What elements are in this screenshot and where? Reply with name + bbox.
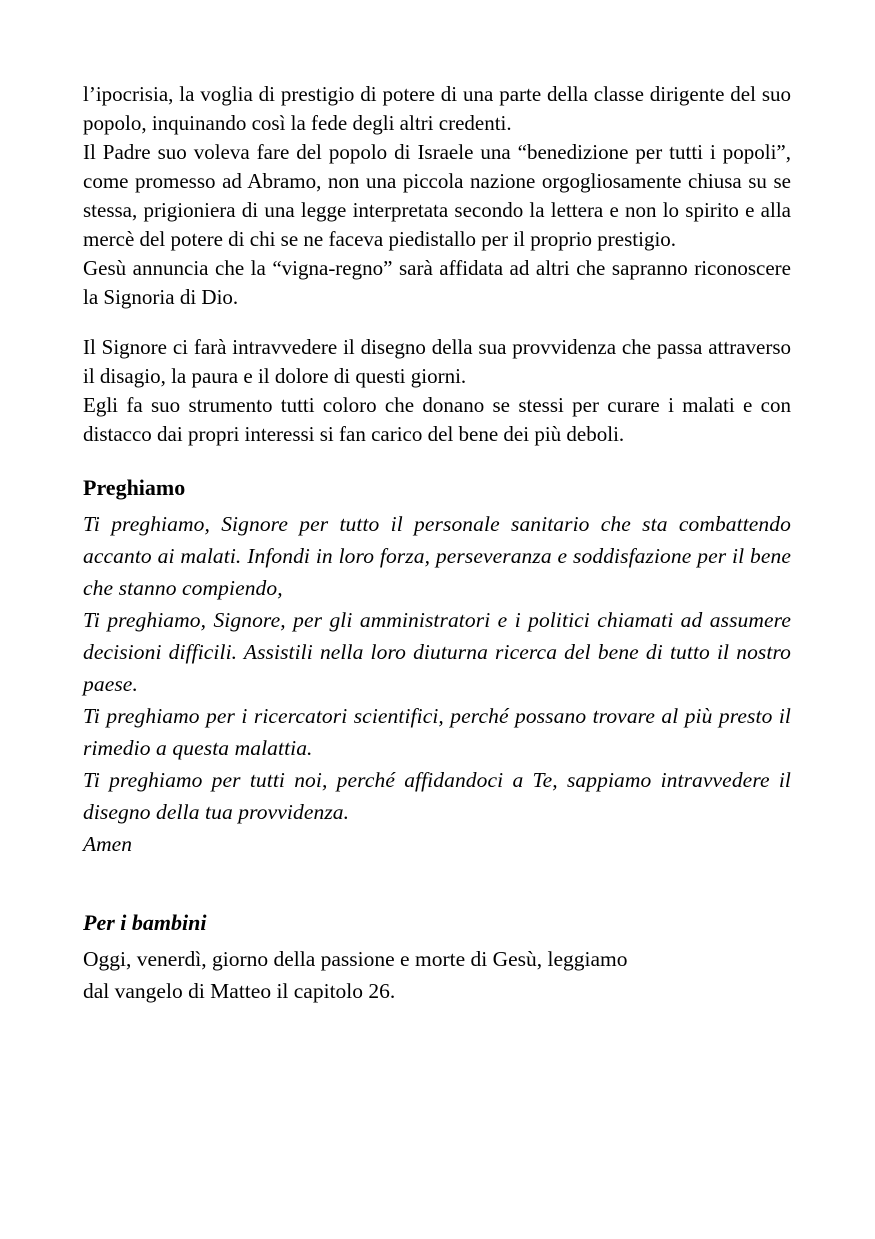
prayer-closing: Amen [83,832,132,856]
section-spacer [83,449,791,470]
prayer-line-1: Ti preghiamo, Signore per tutto il personale sanitario che sta combattendo accanto ai malati. Infondi in loro forza, perseveranza e soddisfazione per il bene che stanno compiendo, [83,512,791,600]
prayer-line-3: Ti preghiamo per i ricercatori scientifici, perché possano trovare al più presto il rimedio a questa malattia. [83,704,791,760]
children-line-1: Oggi, venerdì, giorno della passione e morte di Gesù, leggiamo [83,947,628,971]
section-spacer [83,312,791,333]
document-page [83,80,791,1007]
children-heading: Per i bambini [83,910,207,935]
section-spacer [83,860,791,905]
intro-paragraph-3: Gesù annuncia che la “vigna-regno” sarà affidata ad altri che sapranno riconoscere la Signoria di Dio. [83,256,791,309]
prayer-heading: Preghiamo [83,475,186,500]
prayer-line-4: Ti preghiamo per tutti noi, perché affidandoci a Te, sappiamo intravvedere il disegno della tua provvidenza. [83,768,791,824]
reflection-paragraph-2: Egli fa suo strumento tutti coloro che donano se stessi per curare i malati e con distacco dai propri interessi si fan carico del bene dei più deboli. [83,393,791,446]
children-section [83,905,791,1007]
intro-paragraph-1: l’ipocrisia, la voglia di prestigio di potere di una parte della classe dirigente del suo popolo, inquinando così la fede degli altri credenti. [83,82,791,135]
intro-paragraph-2: Il Padre suo voleva fare del popolo di Israele una “benedizione per tutti i popoli”, come promesso ad Abramo, non una piccola nazione orgogliosamente chiusa su se stessa, prigioniera di una legge interpretata secondo la lettera e non lo spirito e alla mercè del potere di chi se ne faceva piedistallo per il proprio prestigio. [83,140,791,251]
intro-section [83,80,791,312]
prayer-section [83,470,791,860]
reflection-paragraph-1: Il Signore ci farà intravvedere il disegno della sua provvidenza che passa attraverso il disagio, la paura e il dolore di questi giorni. [83,335,791,388]
reflection-section [83,333,791,449]
prayer-line-2: Ti preghiamo, Signore, per gli amministratori e i politici chiamati ad assumere decisioni difficili. Assistili nella loro diuturna ricerca del bene di tutto il nostro paese. [83,608,791,696]
children-line-2: dal vangelo di Matteo il capitolo 26. [83,979,396,1003]
